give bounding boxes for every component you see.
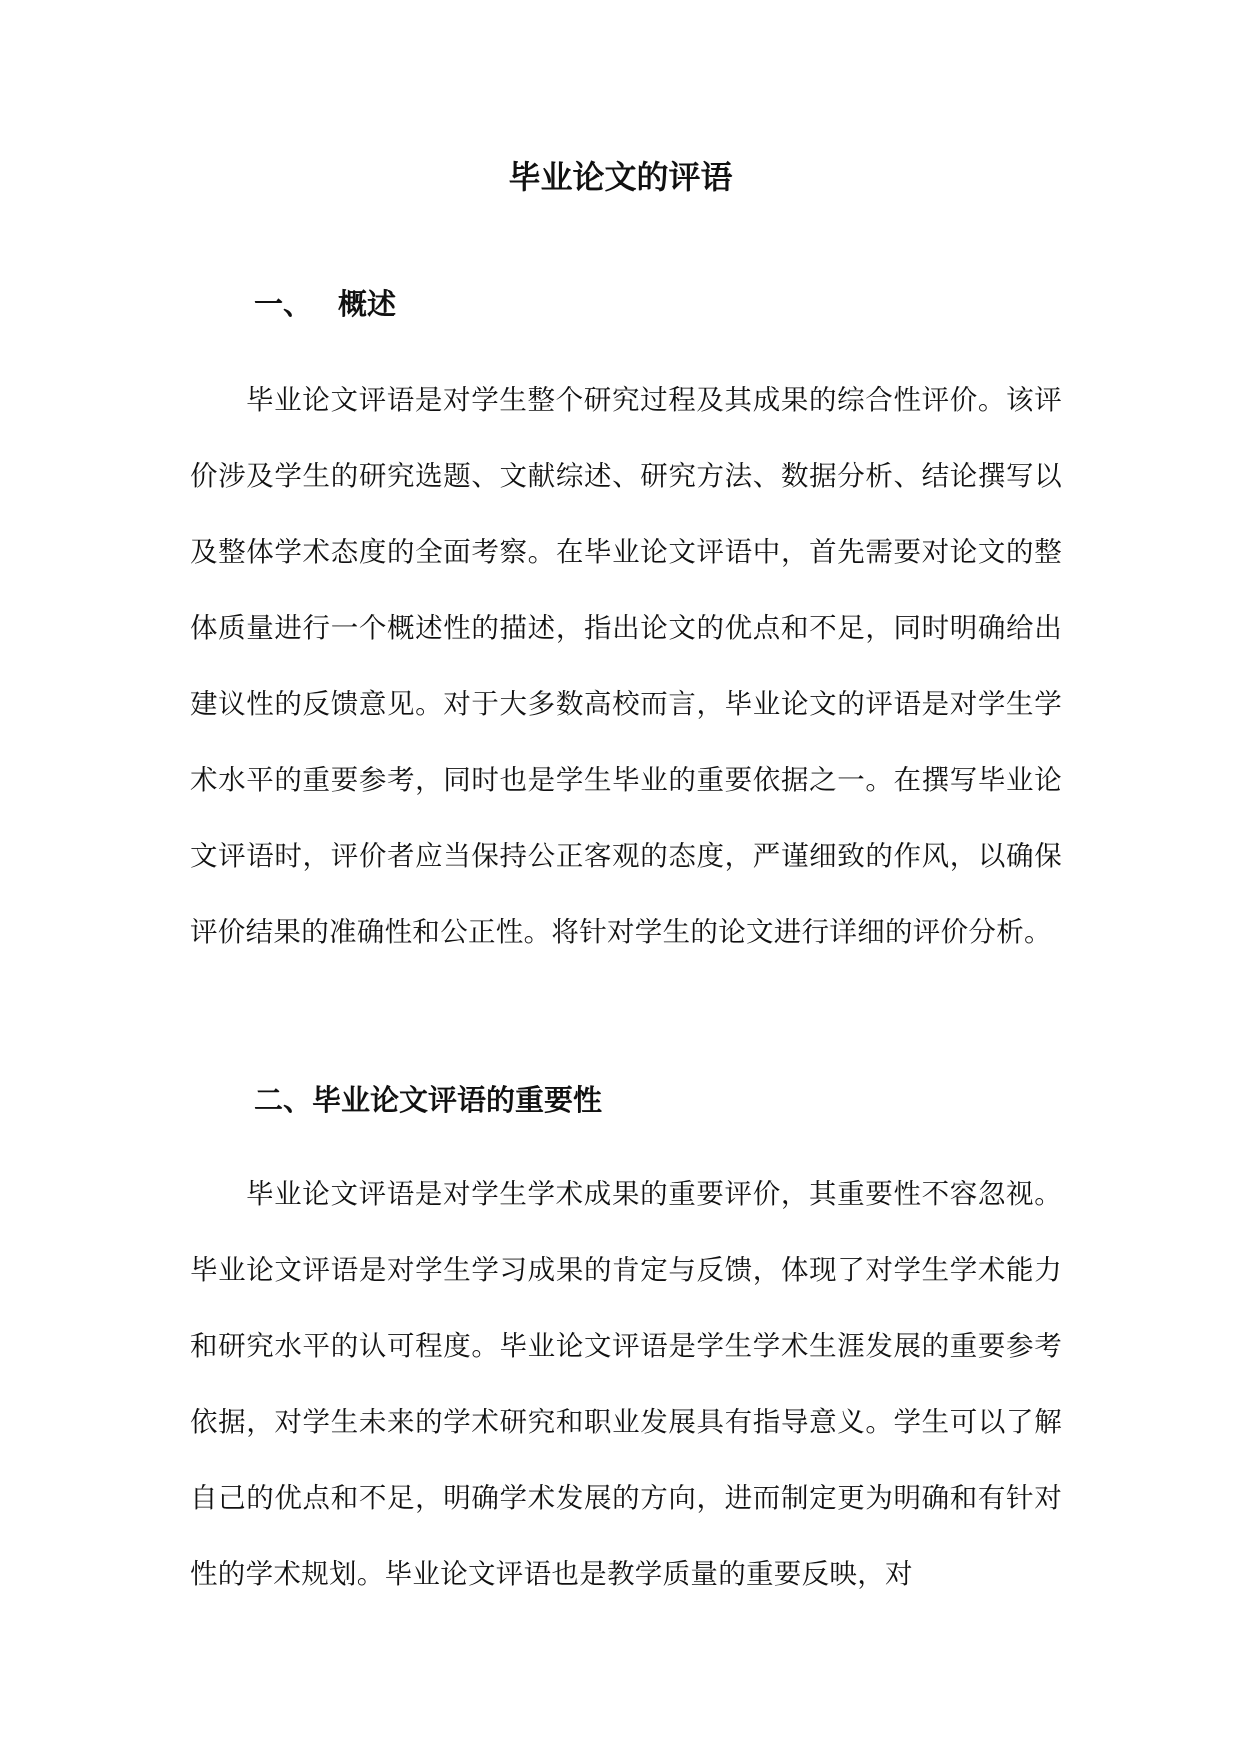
section-heading-text: 毕业论文评语的重要性	[312, 1083, 603, 1117]
document-title: 毕业论文的评语	[508, 158, 733, 196]
section-number: 一、	[254, 287, 313, 321]
section-heading-importance	[254, 1078, 602, 1122]
section-heading-overview	[254, 282, 396, 326]
section-number: 二、	[254, 1083, 313, 1117]
section-paragraph-overview: 毕业论文评语是对学生整个研究过程及其成果的综合性评价。该评价涉及学生的研究选题、文献综述、研究方法、数据分析、结论撰写以及整体学术态度的全面考察。在毕业论文评语中，首先需要对论文的整体质量进行一个概述性的描述，指出论文的优点和不足，同时明确给出建议性的反馈意见。对于大多数高校而言，毕业论文的评语是对学生学术水平的重要参考，同时也是学生毕业的重要依据之一。在撰写毕业论文评语时，评价者应当保持公正客观的态度，严谨细致的作风，以确保评价结果的准确性和公正性。将针对学生的论文进行详细的评价分析。	[190, 384, 1062, 948]
section-paragraph-importance: 毕业论文评语是对学生学术成果的重要评价，其重要性不容忽视。毕业论文评语是对学生学习成果的肯定与反馈，体现了对学生学术能力和研究水平的认可程度。毕业论文评语是学生学术生涯发展的重要参考依据，对学生未来的学术研究和职业发展具有指导意义。学生可以了解自己的优点和不足，明确学术发展的方向，进而制定更为明确和有针对性的学术规划。毕业论文评语也是教学质量的重要反映，对	[190, 1178, 1062, 1590]
section-heading-text: 概述	[338, 287, 397, 321]
